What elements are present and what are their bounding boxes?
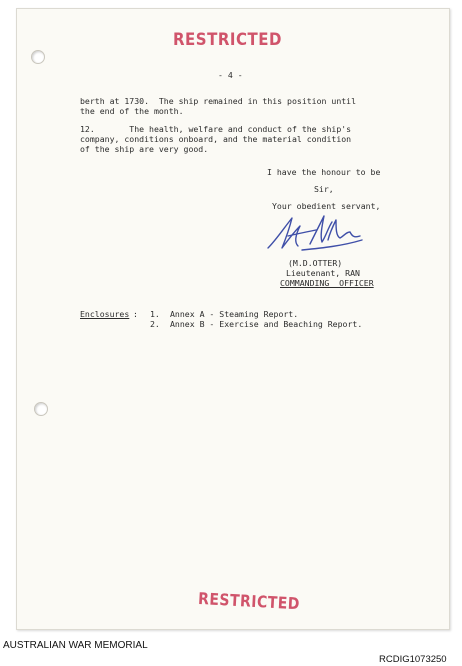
- enclosure-number: 2.: [150, 319, 160, 329]
- enclosures-colon: :: [133, 309, 138, 319]
- signatory-title: COMMANDING OFFICER: [280, 278, 374, 288]
- paragraph-12: company, conditions onboard, and the material condition: [80, 134, 352, 144]
- closing-sir: Sir,: [314, 184, 334, 194]
- closing-honour: I have the honour to be: [267, 167, 381, 177]
- restricted-stamp-top: RESTRICTED: [173, 28, 282, 50]
- closing-servant: Your obedient servant,: [272, 201, 381, 211]
- punch-hole-top: [31, 50, 45, 64]
- page-number: - 4 -: [218, 70, 243, 80]
- body-line: berth at 1730. The ship remained in this position until: [80, 96, 357, 106]
- signatory-name: (M.D.OTTER): [288, 258, 343, 268]
- body-line: the end of the month.: [80, 106, 184, 116]
- paragraph-12: 12. The health, welfare and conduct of the ship's: [80, 124, 352, 134]
- signatory-rank: Lieutenant, RAN: [286, 268, 360, 278]
- footer-reference: RCDIG1073250: [379, 654, 447, 665]
- enclosure-item: Annex A - Steaming Report.: [170, 309, 299, 319]
- paragraph-12: of the ship are very good.: [80, 144, 209, 154]
- enclosure-item: Annex B - Exercise and Beaching Report.: [170, 319, 363, 329]
- enclosure-number: 1.: [150, 309, 160, 319]
- footer-institution: AUSTRALIAN WAR MEMORIAL: [3, 640, 148, 651]
- handwritten-signature: [262, 210, 372, 256]
- restricted-stamp-bottom: RESTRICTED: [197, 590, 301, 614]
- enclosures-label: Enclosures: [80, 309, 130, 319]
- punch-hole-bottom: [34, 402, 48, 416]
